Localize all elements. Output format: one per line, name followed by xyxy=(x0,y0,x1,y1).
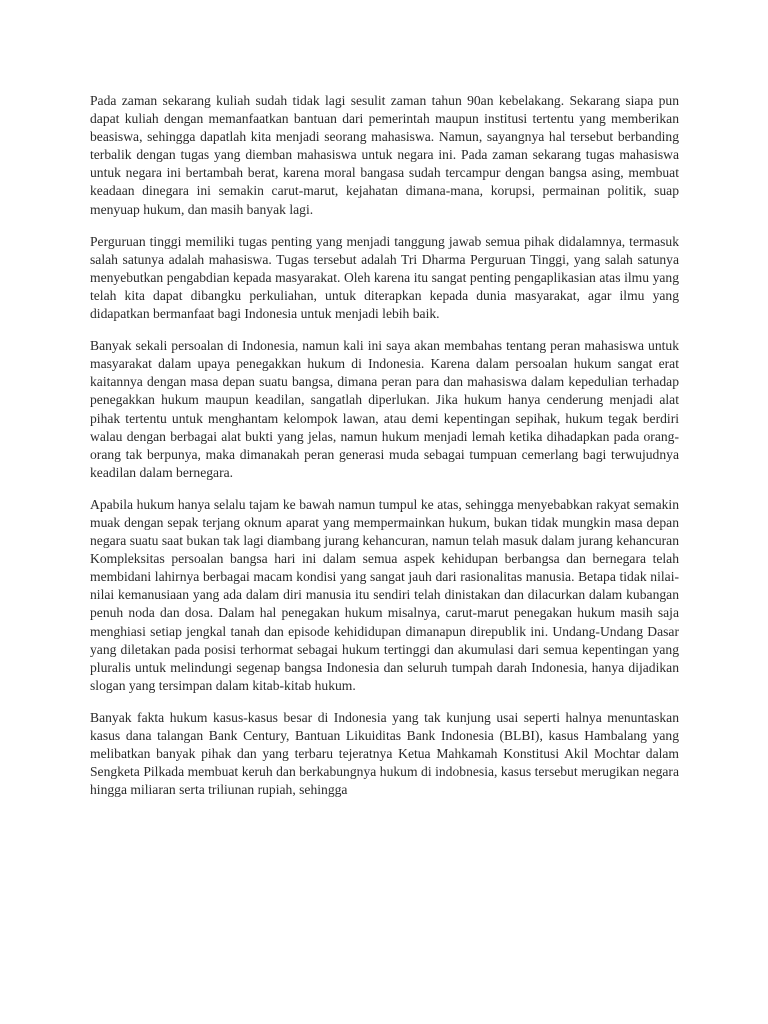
paragraph-3: Banyak sekali persoalan di Indonesia, namun kali ini saya akan membahas tentang peran mahasiswa untuk masyarakat dalam upaya penegakkan hukum di Indonesia. Karena dalam persoalan hukum sangat erat kaitannya dengan masa depan suatu bangsa, dimana peran para dan mahasiswa dalam kepedulian terhadap penegakkan hukum maupun keadilan, sangatlah diperlukan. Jika hukum hanya cenderung menjadi alat pihak tertentu untuk menghantam kelompok lawan, atau demi kepentingan sepihak, hukum tegak berdiri walau dengan berbagai alat bukti yang jelas, namun hukum menjadi lemah ketika dihadapkan pada orang-orang tak berpunya, maka dimanakah peran generasi muda sebagai tumpuan cemerlang bagi terwujudnya keadilan dalam bernegara. xyxy=(90,338,679,480)
paragraph-4: Apabila hukum hanya selalu tajam ke bawah namun tumpul ke atas, sehingga menyebabkan rakyat semakin muak dengan sepak terjang oknum aparat yang mempermainkan hukum, bukan tidak mungkin masa depan negara suatu saat bukan tak lagi diambang jurang kehancuran, namun telah masuk dalam jurang kehancuran Kompleksitas persoalan bangsa hari ini dalam semua aspek kehidupan berbangsa dan bernegara telah membidani lahirnya berbagai macam kondisi yang sangat jauh dari rasionalitas manusia. Betapa tidak nilai-nilai kemanusiaan yang ada dalam diri manusia itu sendiri telah dinistakan dan dilacurkan dalam kubangan penuh noda dan dosa. Dalam hal penegakan hukum misalnya, carut-marut penegakan hukum masih saja menghiasi setiap jengkal tanah dan episode kehididupan dimanapun direpublik ini. Undang-Undang Dasar yang diletakan pada posisi terhormat sebagai hukum tertinggi dan akumulasi dari semua kepentingan yang pluralis untuk melindungi segenap bangsa Indonesia dan seluruh tumpah darah Indonesia, hanya dijadikan slogan yang tersimpan dalam kitab-kitab hukum. xyxy=(90,496,679,693)
paragraph-1: Pada zaman sekarang kuliah sudah tidak lagi sesulit zaman tahun 90an kebelakang. Sekarang siapa pun dapat kuliah dengan memanfaatkan bantuan dari pemerintah maupun institusi tertentu yang memberikan beasiswa, sehingga dapatlah kita menjadi seorang mahasiswa. Namun, sayangnya hal tersebut berbanding terbalik dengan tugas yang diemban mahasiswa untuk negara ini. Pada zaman sekarang tugas mahasiswa untuk negara ini bertambah berat, karena moral bangasa sudah tercampur dengan bangsa asing, membuat keadaan dinegara ini semakin carut-marut, kejahatan dimana-mana, korupsi, permainan politik, suap menyuap hukum, dan masih banyak lagi. xyxy=(90,93,679,217)
document-body xyxy=(90,92,679,813)
paragraph-5: Banyak fakta hukum kasus-kasus besar di Indonesia yang tak kunjung usai seperti halnya menuntaskan kasus dana talangan Bank Century, Bantuan Likuiditas Bank Indonesia (BLBI), kasus Hambalang yang melibatkan banyak pihak dan yang terbaru tejeratnya Ketua Mahkamah Konstitusi Akil Mochtar dalam Sengketa Pilkada membuat keruh dan berkabungnya hukum di indobnesia, kasus tersebut merugikan negara hingga miliaran serta triliunan rupiah, sehingga xyxy=(90,709,679,798)
paragraph-2: Perguruan tinggi memiliki tugas penting yang menjadi tanggung jawab semua pihak didalamnya, termasuk salah satunya adalah mahasiswa. Tugas tersebut adalah Tri Dharma Perguruan Tinggi, yang salah satunya menyebutkan pengabdian kepada masyarakat. Oleh karena itu sangat penting pengaplikasian atas ilmu yang telah kita dapat dibangku perkuliahan, untuk diterapkan kepada dunia masyarakat, agar ilmu yang didapatkan bermanfaat bagi Indonesia untuk menjadi lebih baik. xyxy=(90,233,679,322)
